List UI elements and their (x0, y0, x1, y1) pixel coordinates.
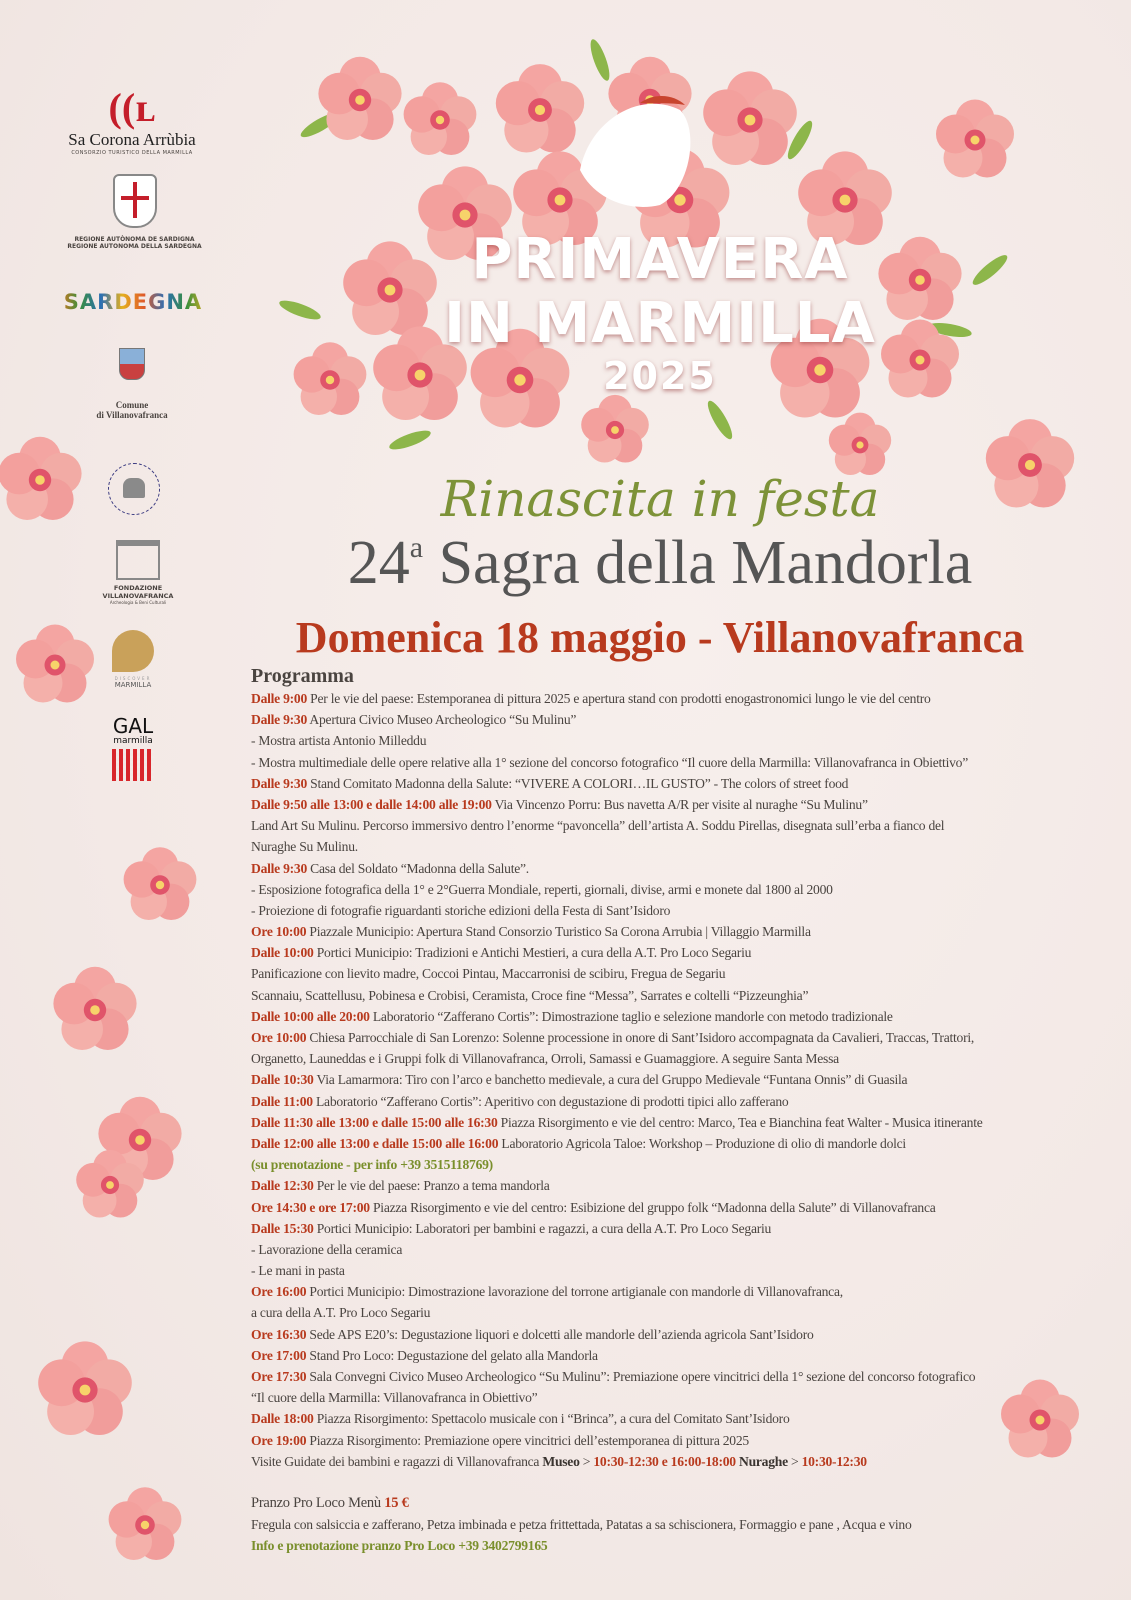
programme-text: - Esposizione fotografica della 1° e 2°Guerra Mondiale, reperti, giornali, divise, armi e monete dal 1800 al 2000 (251, 881, 833, 897)
programme-text: Laboratorio “Zafferano Cortis”: Dimostrazione taglio e selezione mandorle con metodo tradizionale (369, 1008, 893, 1024)
programme-item (251, 1408, 1111, 1429)
lunch-booking-info: Info e prenotazione pranzo Pro Loco +39 3402799165 (251, 1538, 548, 1554)
programme-time: Dalle 12:30 (251, 1178, 314, 1194)
programme-item (251, 1154, 1111, 1175)
programme-time: Ore 10:00 (251, 1030, 307, 1045)
programme-item (251, 858, 1111, 879)
programme-item (251, 1048, 1111, 1069)
programme-text: Per le vie del paese: Pranzo a tema mandorla (313, 1178, 550, 1194)
programme-time: Dalle 9:00 (251, 691, 308, 706)
programme-time: Ore 17:30 (251, 1369, 307, 1384)
dove (580, 96, 690, 207)
programme-item (251, 985, 1111, 1006)
subtitle: Rinascita in festa (440, 470, 880, 528)
programme-time: Dalle 10:00 (251, 945, 314, 961)
programme-text: Via Vincenzo Porru: Bus navetta A/R per visite al nuraghe “Su Mulinu” (491, 796, 868, 812)
programme-time: 10:30-12:30 (801, 1453, 867, 1469)
programme-item (251, 1091, 1111, 1112)
programme-time: Dalle 18:00 (251, 1411, 314, 1427)
programme-text: Portici Municipio: Tradizioni e Antichi Mestieri, a cura della A.T. Pro Loco Segariu (313, 945, 752, 961)
programme-time: Dalle 9:30 (251, 775, 308, 791)
programme-text: Piazza Risorgimento: Spettacolo musicale con i “Brinca”, a cura del Comitato Sant’Isidoro (313, 1411, 790, 1427)
programme-text: a cura della A.T. Pro Loco Segariu (251, 1305, 431, 1321)
programme-text: Piazza Risorgimento e vie del centro: Marco, Tea e Bianchina feat Walter - Musica itinerante (497, 1114, 983, 1130)
sa-corona-arrubia-logo: ((ʟ Sa Corona Arrùbia CONSORZIO TURISTICO DELLA MARMILLA (62, 86, 202, 156)
programme-item (251, 1006, 1111, 1027)
programme-item (251, 1133, 1111, 1154)
programme-text: Chiesa Parrocchiale di San Lorenzo: Solenne processione in onore di Sant’Isidoro accompagnata da Cavalieri, Traccas, Trattori, (306, 1030, 975, 1045)
programme-text: Portici Municipio: Laboratori per bambini e ragazzi, a cura della A.T. Pro Loco Segariu (313, 1220, 772, 1236)
programme-item (251, 773, 1111, 794)
programme-text: Sede APS E20’s: Degustazione liquori e dolcetti alle mandorle dell’azienda agricola Sant’Isidoro (306, 1326, 814, 1342)
programme-item (251, 963, 1111, 984)
programme-text: Scannaiu, Scattellusu, Pobinesa e Crobisi, Ceramista, Croce fine “Messa”, Sarrates e coltelli “Pizzeunghia” (251, 987, 809, 1003)
programme-time: Dalle 12:00 alle 13:00 e dalle 15:00 alle 16:00 (251, 1135, 499, 1151)
programme-text: - Mostra multimediale delle opere relative alla 1° sezione del concorso fotografico “Il cuore della Marmilla: Villanovafranca in Obiettivo” (251, 754, 968, 770)
nuraghe-icon (123, 478, 145, 498)
sardegna-logo: SARDEGNA (58, 290, 208, 314)
programme-item (251, 1345, 1111, 1366)
gal-marmilla-logo: GAL marmilla (103, 716, 163, 781)
programme-item (251, 1069, 1111, 1090)
programme-item (251, 709, 1111, 730)
programme-time: Ore 19:00 (251, 1432, 307, 1448)
programme-time: Dalle 9:30 (251, 712, 308, 728)
programme-item (251, 1112, 1111, 1133)
discover-marmilla-logo: DISCOVER MARMILLA (103, 630, 163, 689)
programme-item (251, 1451, 1111, 1472)
programme-time: 10:30-12:30 e 16:00-18:00 (593, 1453, 736, 1469)
programme-text: Land Art Su Mulinu. Percorso immersivo dentro l’enorme “pavoncella” dell’artista A. Soddu Pirellas, disegnata sull’erba a fianco del (251, 818, 945, 834)
programme-item (251, 1324, 1111, 1345)
programme-item (251, 1281, 1111, 1302)
programme-text: Via Lamarmora: Tiro con l’arco e banchetto medievale, a cura del Gruppo Medievale “Funtana Onnis” di Guasila (313, 1072, 908, 1088)
programme-time: Dalle 11:30 alle 13:00 e dalle 15:00 alle 16:30 (251, 1114, 498, 1130)
lunch-menu: Fregula con salsiccia e zafferano, Petza imbinada e petza frittettada, Patatas a sa schiscionera, Formaggio e pane , Acqua e vino (251, 1517, 912, 1533)
programme-note: (su prenotazione - per info +39 3515118769) (251, 1157, 493, 1173)
fondazione-villanovafranca-logo: FONDAZIONE VILLANOVAFRANCA Archeologia & Beni Culturali (98, 540, 178, 605)
programme-text: Visite Guidate dei bambini e ragazzi di Villanovafranca (251, 1453, 543, 1469)
programme-time: Ore 14:30 e ore 17:00 (251, 1199, 370, 1215)
programme-time: Dalle 10:30 (251, 1072, 314, 1088)
programme-item (251, 730, 1111, 751)
comune-villanovafranca-logo: Comune di Villanovafranca (82, 348, 182, 420)
programme-item (251, 688, 1111, 709)
programme-text: Stand Comitato Madonna della Salute: “VIVERE A COLORI…IL GUSTO” - The colors of street food (307, 775, 849, 791)
programme-text: Apertura Civico Museo Archeologico “Su Mulinu” (307, 712, 577, 728)
programme-text: Per le vie del paese: Estemporanea di pittura 2025 e apertura stand con prodotti enogastronomici lungo le vie del centro (307, 691, 931, 706)
programme-text: Casa del Soldato “Madonna della Salute”. (307, 860, 529, 876)
festival-title: PRIMAVERA IN MARMILLA 2025 (444, 227, 876, 398)
programme-text: “Il cuore della Marmilla: Villanovafranca in Obiettivo” (251, 1390, 538, 1406)
programme-title: Programma (251, 665, 354, 687)
sun-emblem-icon (112, 630, 154, 672)
programme-time: Dalle 9:30 (251, 860, 308, 876)
coat-of-arms-icon (113, 174, 157, 228)
programme-text: Stand Pro Loco: Degustazione del gelato alla Mandorla (306, 1347, 598, 1363)
programme-item (251, 815, 1111, 836)
programme-item (251, 1430, 1111, 1451)
programme-time: Ore 16:30 (251, 1326, 307, 1342)
event-date-location: Domenica 18 maggio - Villanovafranca (295, 613, 1025, 662)
programme-item (251, 1260, 1111, 1281)
pixel-pattern-icon (112, 749, 154, 781)
programme-text: - Proiezione di fotografie riguardanti storiche edizioni della Festa di Sant’Isidoro (251, 902, 671, 918)
corona-mark-icon: ((ʟ (108, 85, 156, 130)
programme-item (251, 900, 1111, 921)
programme-item (251, 752, 1111, 773)
programme-text: Portici Municipio: Dimostrazione lavorazione del torrone artigianale con mandorle di Villanovafranca, (306, 1284, 843, 1300)
programme-text: Laboratorio “Zafferano Cortis”: Aperitivo con degustazione di prodotti tipici allo zafferano (312, 1093, 789, 1109)
programme-item (251, 836, 1111, 857)
lunch-title: Pranzo Pro Loco Menù 15 € (251, 1494, 409, 1511)
museum-icon (116, 540, 160, 580)
programme (251, 664, 1111, 1557)
programme-text: Piazzale Municipio: Apertura Stand Consorzio Turistico Sa Corona Arrubia | Villaggio Marmilla (306, 924, 811, 940)
programme-time: Ore 17:00 (251, 1347, 307, 1363)
pro-loco-logo (108, 463, 160, 515)
programme-item (251, 794, 1111, 815)
programme-text: Sala Convegni Civico Museo Archeologico “Su Mulinu”: Premiazione opere vincitrici della 1° sezione del concorso fotografico (306, 1369, 976, 1384)
programme-text: > (787, 1453, 802, 1469)
regione-sardegna-logo: REGIONE AUTÒNOMA DE SARDIGNA REGIONE AUTONOMA DELLA SARDEGNA (62, 174, 207, 250)
programme-item (251, 1302, 1111, 1323)
event-title: 24$^a$ Sagra della Mandorla (347, 529, 973, 597)
programme-item (251, 1197, 1111, 1218)
programme-time: Ore 16:00 (251, 1284, 307, 1300)
programme-text: Laboratorio Agricola Taloe: Workshop – Produzione di olio di mandorle dolci (498, 1135, 906, 1151)
programme-text: - Lavorazione della ceramica (251, 1241, 403, 1257)
programme-item (251, 879, 1111, 900)
programme-text: Piazza Risorgimento e vie del centro: Esibizione del gruppo folk “Madonna della Salute” di Villanovafranca (369, 1199, 936, 1215)
programme-time: Dalle 10:00 alle 20:00 (251, 1008, 370, 1024)
programme-time: Dalle 11:00 (251, 1093, 313, 1109)
programme-text: Nuraghe Su Mulinu. (251, 839, 358, 855)
programme-time: Ore 10:00 (251, 924, 307, 940)
programme-text: - Mostra artista Antonio Milleddu (251, 733, 427, 749)
programme-item (251, 1175, 1111, 1196)
programme-text: Nuraghe (735, 1453, 788, 1469)
programme-list (251, 688, 1111, 1472)
programme-item (251, 1366, 1111, 1387)
programme-text: Organetto, Launeddas e i Gruppi folk di Villanovafranca, Orroli, Samassi e Guamaggiore. A seguire Santa Messa (251, 1051, 839, 1067)
programme-text: > (579, 1453, 594, 1469)
programme-time: Dalle 15:30 (251, 1220, 314, 1236)
programme-text: Museo (542, 1453, 580, 1469)
programme-time: Dalle 9:50 alle 13:00 e dalle 14:00 alle 19:00 (251, 796, 492, 812)
programme-item (251, 921, 1111, 942)
programme-item (251, 1218, 1111, 1239)
programme-text: Panificazione con lievito madre, Coccoi Pintau, Maccarronisi de scibiru, Fregua de Segariu (251, 966, 726, 982)
programme-item (251, 1239, 1111, 1260)
programme-item (251, 942, 1111, 963)
programme-text: - Le mani in pasta (251, 1263, 345, 1279)
crest-icon (119, 348, 145, 380)
programme-item (251, 1387, 1111, 1408)
programme-item (251, 1027, 1111, 1048)
programme-text: Piazza Risorgimento: Premiazione opere vincitrici dell’estemporanea di pittura 2025 (306, 1432, 749, 1448)
